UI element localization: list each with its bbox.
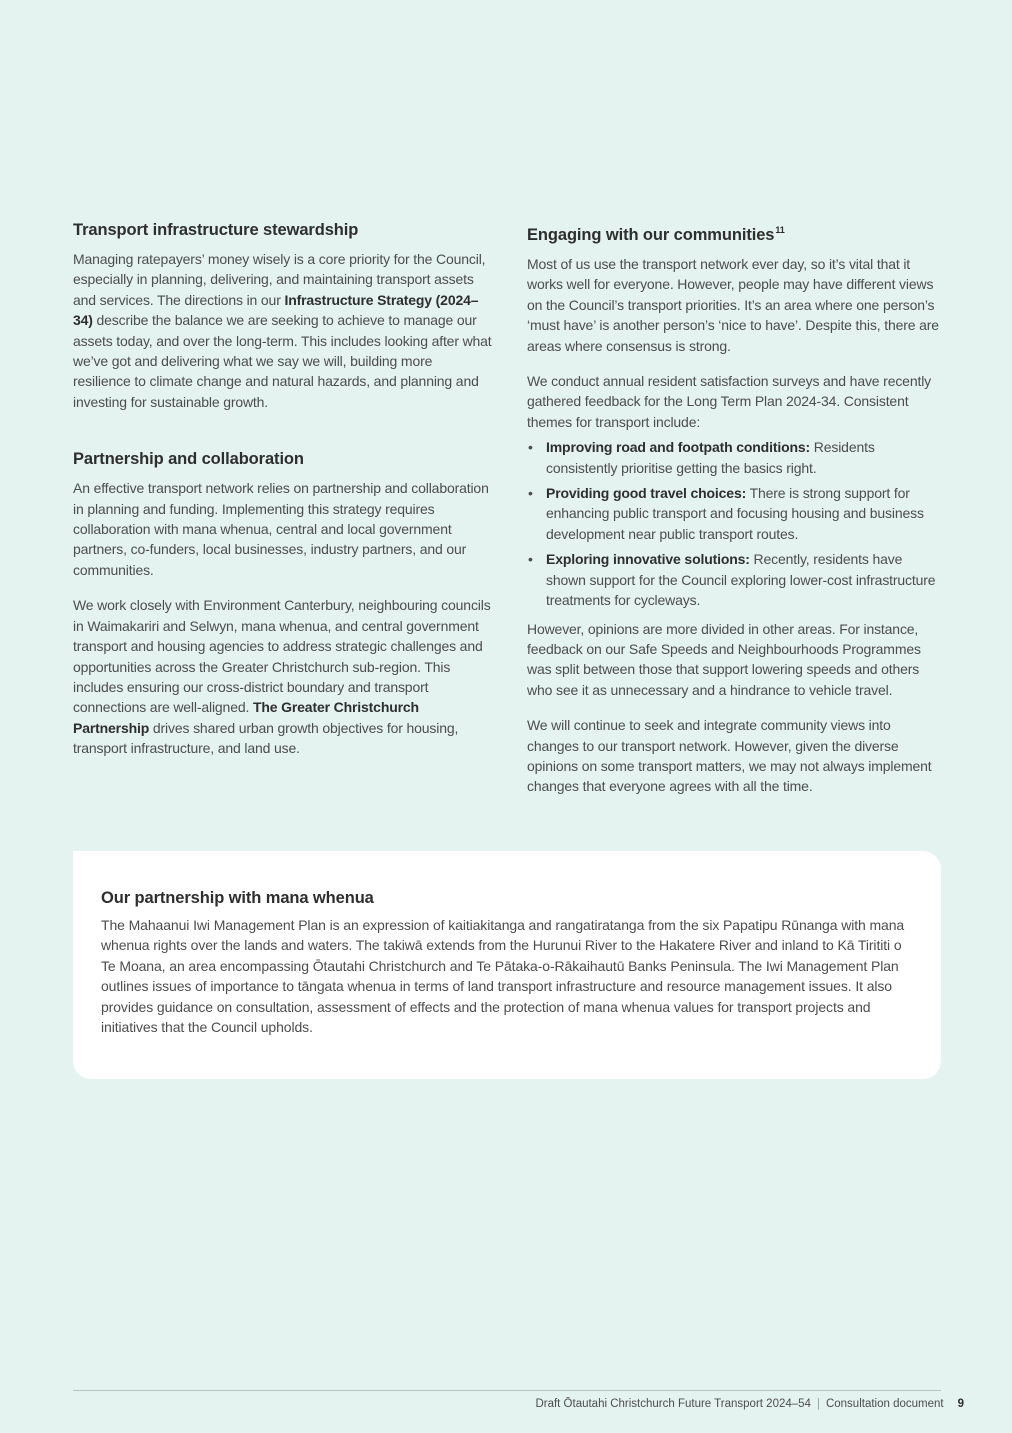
document-title: Draft Ōtautahi Christchurch Future Transport 2024–54 bbox=[535, 1398, 811, 1410]
paragraph: We conduct annual resident satisfaction surveys and have recently gathered feedback for the Long Term Plan 2024-34. Consistent themes for transport include: bbox=[527, 373, 932, 430]
paragraph: Managing ratepayers’ money wisely is a core priority for the Council, especially in planning, delivering, and maintaining transport assets and services. The directions in our Infrastructure Strategy (2024–34) describe the balance we are seeking to achieve to manage our assets today, and over the long-term. This includes looking after what we’ve got and delivering what we say we will, building more resilience to climate change and natural hazards, and planning and investing for sustainable growth. bbox=[73, 251, 492, 410]
bullet-icon: • bbox=[528, 439, 533, 456]
section-engaging-communities bbox=[527, 219, 945, 797]
themes-list bbox=[527, 437, 945, 610]
footer-divider bbox=[73, 1390, 941, 1391]
mana-whenua-callout bbox=[73, 851, 941, 1079]
section-heading: Partnership and collaboration bbox=[73, 450, 304, 469]
list-item: • Providing good travel choices: There is strong support for enhancing public transport and focusing housing and business development near public transport routes. bbox=[528, 485, 924, 542]
callout-heading: Our partnership with mana whenua bbox=[101, 889, 374, 907]
callout-body: The Mahaanui Iwi Management Plan is an expression of kaitiakitanga and rangatiratanga from the six Papatipu Rūnanga with mana whenua rights over the lands and waters. The takiwā extends from the Hurunui River to the Hakatere River and inland to Kā Tirititi o Te Moana, an area encompassing Ōtautahi Christchurch and Te Pātaka-o-Rākaihautū Banks Peninsula. The Iwi Management Plan outlines issues of importance to tāngata whenua in terms of land transport infrastructure and resource management issues. It also provides guidance on consultation, assessment of effects and the protection of mana whenua values for transport projects and initiatives that the Council upholds. bbox=[101, 917, 905, 1036]
paragraph: Most of us use the transport network ever day, so it’s vital that it works well for everyone. However, people may have different views on the Council’s transport priorities. It’s an area where one person’s ‘must have’ is another person’s ‘nice to have’. Despite this, there are areas where consensus is strong. bbox=[527, 256, 939, 354]
right-column bbox=[527, 219, 945, 797]
section-heading: Engaging with our communities$^{11}$ bbox=[527, 225, 785, 244]
footer-separator: | bbox=[816, 1398, 820, 1410]
paragraph: However, opinions are more divided in other areas. For instance, feedback on our Safe Speeds and Neighbourhoods Programmes was split between those that support lowering speeds and others who see it as unnecessary and a hindrance to vehicle travel. bbox=[527, 620, 921, 698]
paragraph: We work closely with Environment Canterbury, neighbouring councils in Waimakariri and Selwyn, mana whenua, and central government transport and housing agencies to address strategic challenges and opportunities across the Greater Christchurch sub-region. This includes ensuring our cross-district boundary and transport connections are well-aligned. The Greater Christchurch Partnership drives shared urban growth objectives for housing, transport infrastructure, and land use. bbox=[73, 597, 491, 757]
section-spacer bbox=[73, 412, 493, 448]
footnote-reference[interactable]: 11 bbox=[775, 225, 785, 235]
list-item: • Exploring innovative solutions: Recently, residents have shown support for the Council exploring lower-cost infrastructure treatments for cycleways. bbox=[528, 551, 936, 609]
page-number: 9 bbox=[957, 1398, 964, 1410]
paragraph: An effective transport network relies on partnership and collaboration in planning and funding. Implementing this strategy requires collaboration with mana whenua, central and local government partners, co-funders, local businesses, industry partners, and our communities. bbox=[73, 480, 489, 578]
bullet-icon: • bbox=[528, 551, 533, 568]
section-infrastructure-stewardship bbox=[73, 219, 493, 412]
section-heading: Transport infrastructure stewardship bbox=[73, 221, 359, 239]
page-footer bbox=[535, 1398, 964, 1410]
section-partnership-collaboration bbox=[73, 448, 493, 758]
list-item: • Improving road and footpath conditions: Residents consistently prioritise getting the basics right. bbox=[528, 439, 875, 476]
paragraph: We will continue to seek and integrate community views into changes to our transport network. However, given the diverse opinions on some transport matters, we may not always implement changes that everyone agrees with all the time. bbox=[527, 717, 932, 795]
greater-christchurch-partnership-emphasis: The Greater Christchurch Partnership bbox=[73, 699, 419, 736]
infrastructure-strategy-emphasis: Infrastructure Strategy (2024–34) bbox=[73, 291, 479, 329]
left-column bbox=[73, 219, 493, 759]
document-subtitle: Consultation document bbox=[825, 1398, 944, 1410]
bullet-icon: • bbox=[528, 485, 533, 502]
